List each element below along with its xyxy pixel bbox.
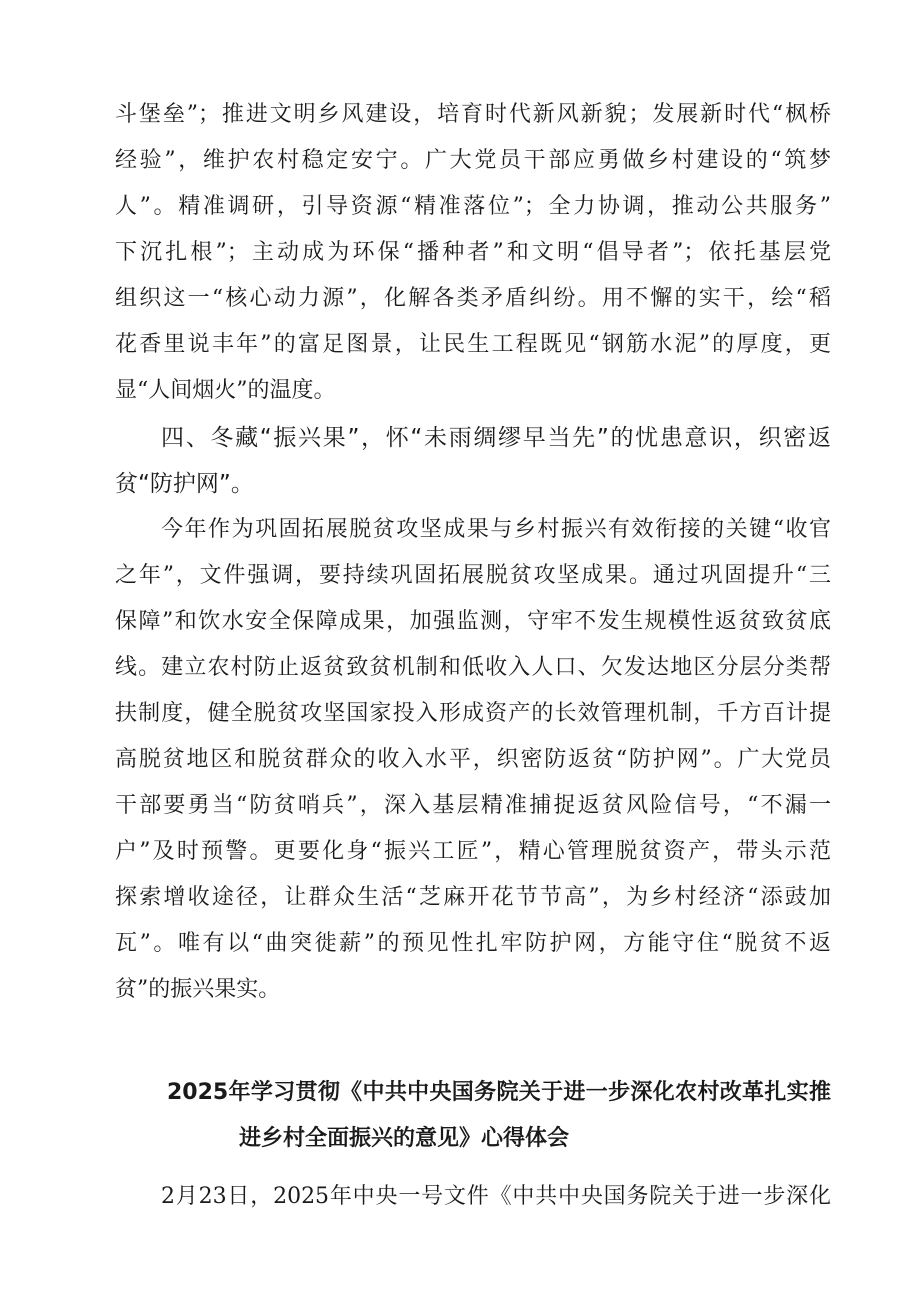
body-text-line: 显“人间烟火”的温度。 [115, 378, 336, 403]
body-text-line: 斗堡垒”；推进文明乡风建设，培育时代新风新貌；发展新时代“枫桥 [115, 102, 831, 127]
body-text-line: 经验”，维护农村稳定安宁。广大党员干部应勇做乡村建设的“筑梦 [115, 148, 831, 173]
body-text-line: 保障”和饮水安全保障成果，加强监测，守牢不发生规模性返贫致贫底 [115, 609, 831, 634]
body-text-line: 下沉扎根”；主动成为环保“播种者”和文明“倡导者”；依托基层党 [115, 240, 831, 265]
body-text-line: 扶制度，健全脱贫攻坚国家投入形成资产的长效管理机制，千方百计提 [115, 701, 831, 726]
body-text-line: 户”及时预警。更要化身“振兴工匠”，精心管理脱贫资产，带头示范 [115, 839, 831, 864]
article-title: 进乡村全面振兴的意见》心得体会 [239, 1126, 570, 1151]
body-text-line: 线。建立农村防止返贫致贫机制和低收入人口、欠发达地区分层分类帮 [115, 655, 831, 680]
body-text-line: 2月23日，2025年中央一号文件《中共中央国务院关于进一步深化 [161, 1184, 831, 1209]
body-text-line: 人”。精准调研，引导资源“精准落位”；全力协调，推动公共服务” [115, 194, 831, 219]
body-text-line: 高脱贫地区和脱贫群众的收入水平，织密防返贫“防护网”。广大党员 [115, 747, 831, 772]
body-text-line: 干部要勇当“防贫哨兵”，深入基层精准捕捉返贫风险信号，“不漏一 [115, 793, 831, 818]
article-title: 2025年学习贯彻《中共中央国务院关于进一步深化农村改革扎实推 [167, 1080, 831, 1105]
body-text-line: 瓦”。唯有以“曲突徙薪”的预见性扎牢防护网，方能守住“脱贫不返 [115, 931, 831, 956]
body-text-line: 贫”的振兴果实。 [115, 977, 281, 1002]
body-text-line: 今年作为巩固拓展脱贫攻坚成果与乡村振兴有效衔接的关键“收官 [161, 517, 831, 542]
body-text-line: 之年”，文件强调，要持续巩固拓展脱贫攻坚成果。通过巩固提升“三 [115, 563, 831, 588]
body-text-line: 探索增收途径，让群众生活“芝麻开花节节高”，为乡村经济“添豉加 [115, 885, 831, 910]
body-text-line: 花香里说丰年”的富足图景，让民生工程既见“钢筋水泥”的厚度，更 [115, 332, 831, 357]
body-text-line: 组织这一“核心动力源”，化解各类矛盾纠纷。用不懈的实干，绘“稻 [115, 286, 831, 311]
section-heading: 四、冬藏“振兴果”，怀“未雨绸缪早当先”的忧患意识，织密返 [161, 425, 831, 451]
section-heading: 贫“防护网”。 [115, 471, 254, 497]
